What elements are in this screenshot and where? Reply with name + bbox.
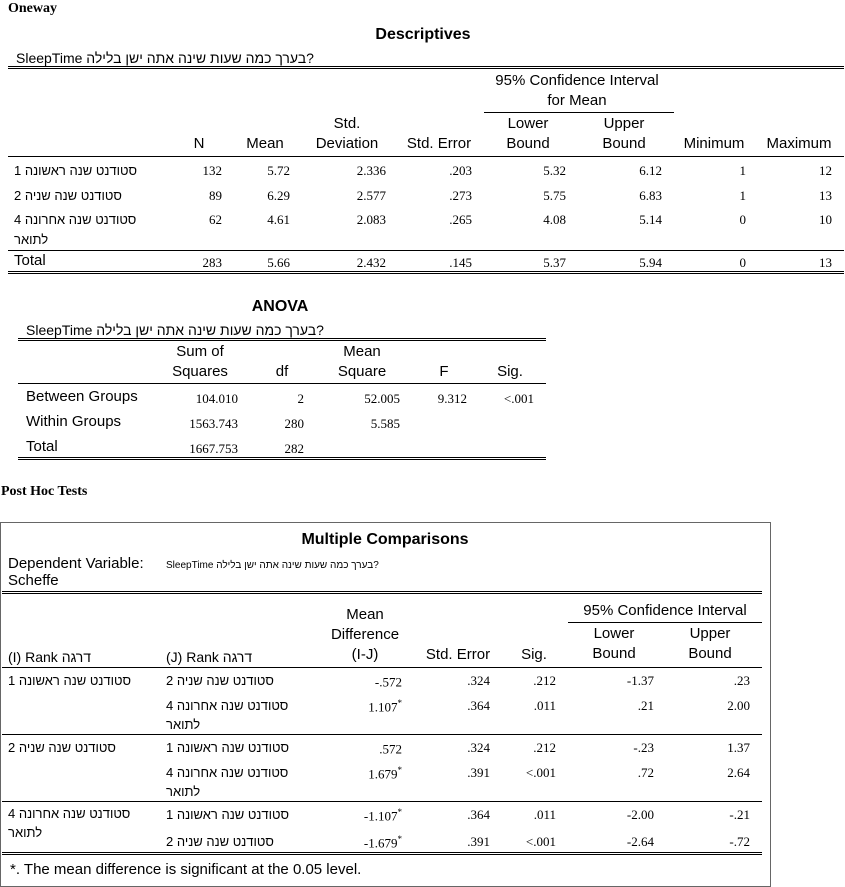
descriptives-dependent: SleepTime בערך כמה שעות שינה אתה ישן בלילה? (16, 50, 314, 66)
desc-cell-se: .145 (449, 255, 472, 270)
anova-h-f: F (439, 363, 449, 380)
desc-cell-lower: 5.37 (543, 255, 566, 270)
mc-cell-diff: 1.107* (368, 698, 402, 715)
mc-row-j-label: 2 סטודנט שנה שניה (166, 834, 274, 849)
mc-h-i: (I) Rank דרגה (8, 649, 92, 665)
desc-cell-lower: 5.32 (543, 163, 566, 178)
desc-cell-n: 89 (209, 188, 222, 203)
desc-cell-max: 12 (819, 163, 832, 178)
mc-cell-diff: -.572 (374, 674, 402, 690)
desc-h-se: Std. Error (406, 135, 472, 152)
mc-h-sig: Sig. (521, 646, 547, 663)
desc-row-label-cont: לתואר (14, 232, 49, 247)
anova-cell-ss: 104.010 (195, 391, 238, 406)
anova-cell-f: 9.312 (437, 391, 467, 406)
mc-cell-diff: -1.107* (363, 807, 402, 824)
anova-row-label: Total (26, 438, 58, 455)
anova-row-label: Between Groups (26, 388, 138, 405)
mc-cell-upper: 2.64 (727, 765, 750, 780)
mc-cell-se: .391 (467, 834, 490, 849)
mc-cell-lower: -2.64 (626, 834, 654, 849)
mc-cell-se: .391 (467, 765, 490, 780)
desc-cell-max: 13 (819, 188, 832, 203)
anova-header-rule (18, 383, 546, 384)
desc-row-label: 2 סטודנט שנה שניה (14, 188, 122, 203)
mc-cell-upper: 2.00 (727, 698, 750, 713)
mc-cell-se: .364 (467, 807, 490, 822)
desc-cell-lower: 4.08 (543, 212, 566, 227)
desc-cell-mean: 4.61 (267, 212, 290, 227)
mc-title: Multiple Comparisons (301, 531, 469, 548)
desc-cell-mean: 6.29 (267, 188, 290, 203)
mc-cell-lower: -.23 (633, 740, 654, 755)
anova-cell-ss: 1563.743 (189, 416, 238, 431)
mc-cell-sig: <.001 (525, 834, 556, 849)
mc-cell-lower: .21 (637, 698, 654, 713)
mc-cell-upper: -.21 (729, 807, 750, 822)
desc-cell-min: 0 (739, 255, 746, 270)
desc-cell-mean: 5.66 (267, 255, 290, 270)
anova-top-rule (18, 338, 546, 341)
mc-cell-se: .324 (467, 740, 490, 755)
desc-cell-se: .265 (449, 212, 472, 227)
mc-top-rule (2, 591, 762, 594)
mc-row-j-label: 2 סטודנט שנה שניה (166, 673, 274, 688)
mc-dep-value: SleepTime בערך כמה שעות שינה אתה ישן בלילה? (166, 560, 379, 571)
anova-cell-ss: 1667.753 (189, 441, 238, 456)
mc-cell-sig: <.001 (525, 765, 556, 780)
mc-row-j-label: 4 סטודנט שנה אחרונה (166, 698, 289, 713)
mc-cell-diff: 1.679* (368, 765, 402, 782)
desc-cell-upper: 5.14 (639, 212, 662, 227)
mc-cell-lower: .72 (637, 765, 654, 780)
mc-h-lower: Lower Bound (592, 625, 636, 662)
anova-title: ANOVA (251, 298, 309, 315)
desc-cell-n: 283 (202, 255, 222, 270)
mc-h-j: (J) Rank דרגה (166, 649, 253, 665)
desc-cell-sd: 2.432 (356, 255, 386, 270)
desc-h-n: N (193, 135, 205, 152)
mc-method: Scheffe (8, 572, 59, 589)
mc-h-diff: Mean Difference (I-J) (330, 606, 400, 663)
mc-ci-rule (568, 622, 762, 623)
desc-row-label: Total (14, 252, 46, 269)
mc-cell-sig: .011 (533, 807, 556, 822)
desc-cell-sd: 2.577 (356, 188, 386, 203)
mc-cell-upper: .23 (733, 673, 750, 688)
desc-cell-min: 1 (739, 163, 746, 178)
anova-h-sig: Sig. (497, 363, 523, 380)
descriptives-top-rule (8, 66, 844, 69)
mc-row-j-label: 1 סטודנט שנה ראשונה (166, 807, 290, 822)
desc-row-label: 4 סטודנט שנה אחרונה (14, 212, 137, 227)
oneway-heading: Oneway (8, 1, 57, 16)
desc-cell-upper: 6.83 (639, 188, 662, 203)
mc-cell-diff: .572 (379, 741, 402, 757)
desc-cell-upper: 6.12 (639, 163, 662, 178)
desc-cell-n: 132 (202, 163, 222, 178)
mc-ci-header: 95% Confidence Interval (583, 602, 747, 619)
mc-h-se: Std. Error (425, 646, 491, 663)
desc-h-sd: Std. Deviation (315, 115, 379, 152)
desc-header-rule (8, 156, 844, 157)
desc-cell-mean: 5.72 (267, 163, 290, 178)
anova-bottom-rule (18, 457, 546, 460)
mc-footnote: *. The mean difference is significant at the 0.05 level. (10, 861, 362, 878)
mc-row-j-label: 4 סטודנט שנה אחרונה (166, 765, 289, 780)
desc-cell-sd: 2.336 (356, 163, 386, 178)
anova-cell-ms: 5.585 (370, 416, 400, 431)
mc-cell-sig: .212 (533, 673, 556, 688)
descriptives-title: Descriptives (375, 26, 471, 43)
mc-group-i-label-cont: לתואר (8, 825, 43, 840)
desc-h-min: Minimum (683, 135, 745, 152)
mc-row-j-label-cont: לתואר (166, 717, 201, 732)
anova-h-df: df (275, 363, 289, 380)
desc-cell-min: 0 (739, 212, 746, 227)
mc-cell-se: .324 (467, 673, 490, 688)
desc-cell-upper: 5.94 (639, 255, 662, 270)
anova-row-label: Within Groups (26, 413, 122, 430)
mc-h-upper: Upper Bound (688, 625, 732, 662)
mc-group-rule (2, 734, 762, 735)
mc-row-j-label: 1 סטודנט שנה ראשונה (166, 740, 290, 755)
desc-cell-min: 1 (739, 188, 746, 203)
mc-cell-lower: -1.37 (626, 673, 654, 688)
mc-bottom-rule (2, 852, 762, 855)
anova-h-ss: Sum of Squares (172, 343, 228, 380)
desc-cell-lower: 5.75 (543, 188, 566, 203)
desc-cell-n: 62 (209, 212, 222, 227)
desc-cell-max: 10 (819, 212, 832, 227)
anova-cell-df: 280 (284, 416, 304, 431)
desc-h-upper: Upper Bound (602, 115, 646, 152)
desc-bottom-rule (8, 271, 844, 274)
desc-h-max: Maximum (766, 135, 832, 152)
anova-cell-ms: 52.005 (364, 391, 400, 406)
desc-ci-rule (484, 112, 674, 113)
anova-cell-df: 2 (297, 391, 304, 406)
anova-h-ms: Mean Square (337, 343, 387, 380)
posthoc-heading: Post Hoc Tests (1, 484, 88, 499)
desc-cell-se: .273 (449, 188, 472, 203)
mc-cell-se: .364 (467, 698, 490, 713)
mc-group-i-label: 4 סטודנט שנה אחרונה (8, 806, 131, 821)
mc-group-rule (2, 801, 762, 802)
desc-ci-header: 95% Confidence Interval for Mean (495, 72, 659, 109)
desc-h-lower: Lower Bound (506, 115, 550, 152)
anova-cell-df: 282 (284, 441, 304, 456)
mc-group-i-label: 1 סטודנט שנה ראשונה (8, 673, 132, 688)
mc-cell-sig: .212 (533, 740, 556, 755)
mc-dep-label: Dependent Variable: (8, 555, 144, 572)
desc-h-mean: Mean (246, 135, 284, 152)
mc-group-i-label: 2 סטודנט שנה שניה (8, 740, 116, 755)
mc-cell-sig: .011 (533, 698, 556, 713)
desc-cell-sd: 2.083 (356, 212, 386, 227)
mc-row-j-label-cont: לתואר (166, 784, 201, 799)
anova-cell-sig: <.001 (503, 391, 534, 406)
desc-cell-max: 13 (819, 255, 832, 270)
desc-row-label: 1 סטודנט שנה ראשונה (14, 163, 138, 178)
mc-header-rule (2, 667, 762, 668)
mc-cell-upper: -.72 (729, 834, 750, 849)
desc-total-rule (8, 250, 844, 251)
mc-cell-upper: 1.37 (727, 740, 750, 755)
anova-dependent: SleepTime בערך כמה שעות שינה אתה ישן בלילה? (26, 322, 324, 338)
mc-cell-diff: -1.679* (363, 834, 402, 851)
desc-cell-se: .203 (449, 163, 472, 178)
mc-cell-lower: -2.00 (626, 807, 654, 822)
